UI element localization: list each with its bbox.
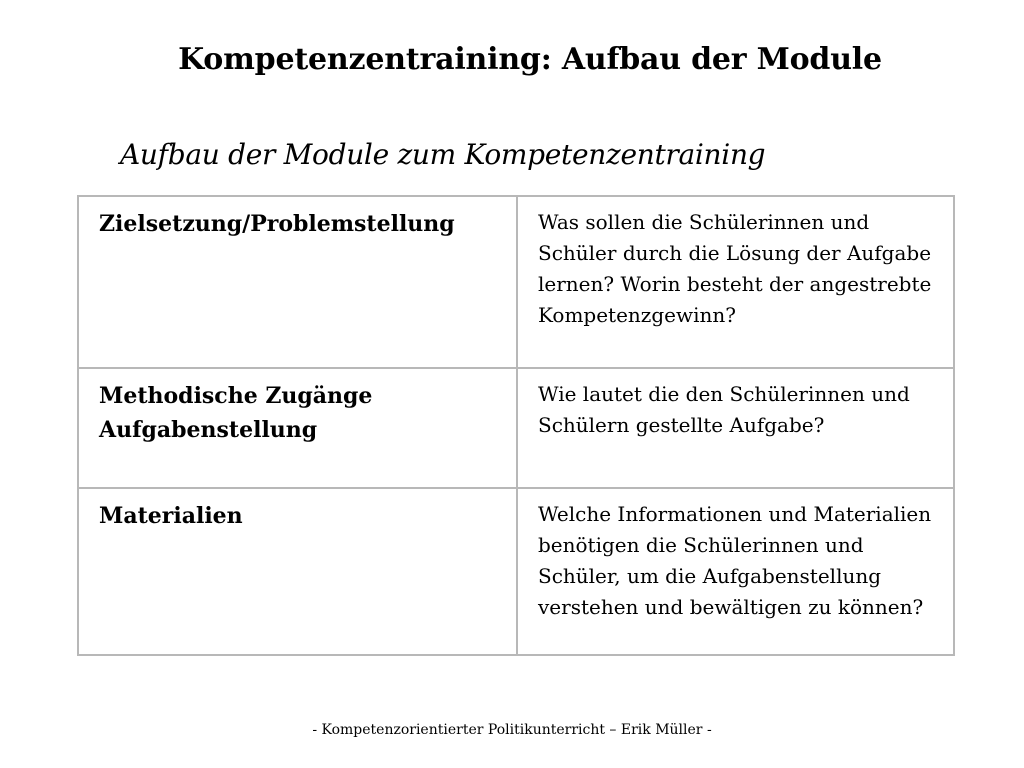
table-row <box>79 369 953 489</box>
row-description: Welche Informationen und Materialien benötigen die Schülerinnen und Schüler, um die Aufgabenstellung verstehen und bewältigen zu können? <box>538 502 932 619</box>
table-row <box>79 489 953 654</box>
row-description: Wie lautet die den Schülerinnen und Schülern gestellte Aufgabe? <box>538 382 910 437</box>
slide-footer: - Kompetenzorientierter Politikunterricht – Erik Müller - <box>312 722 712 738</box>
column-divider <box>516 369 518 487</box>
row-label: Methodische Zugänge Aufgabenstellung <box>99 383 373 443</box>
column-divider <box>516 197 518 367</box>
column-divider <box>516 489 518 654</box>
slide-title: Kompetenzentraining: Aufbau der Module <box>178 42 882 77</box>
row-label: Zielsetzung/Problemstellung <box>99 211 455 237</box>
table-row <box>79 197 953 369</box>
row-label: Materialien <box>99 503 243 529</box>
module-structure-table <box>77 195 955 656</box>
row-description: Was sollen die Schülerinnen und Schüler durch die Lösung der Aufgabe lernen? Worin besteht der angestrebte Kompetenzgewinn? <box>538 210 932 327</box>
slide-subtitle: Aufbau der Module zum Kompetenzentraining <box>120 138 766 171</box>
